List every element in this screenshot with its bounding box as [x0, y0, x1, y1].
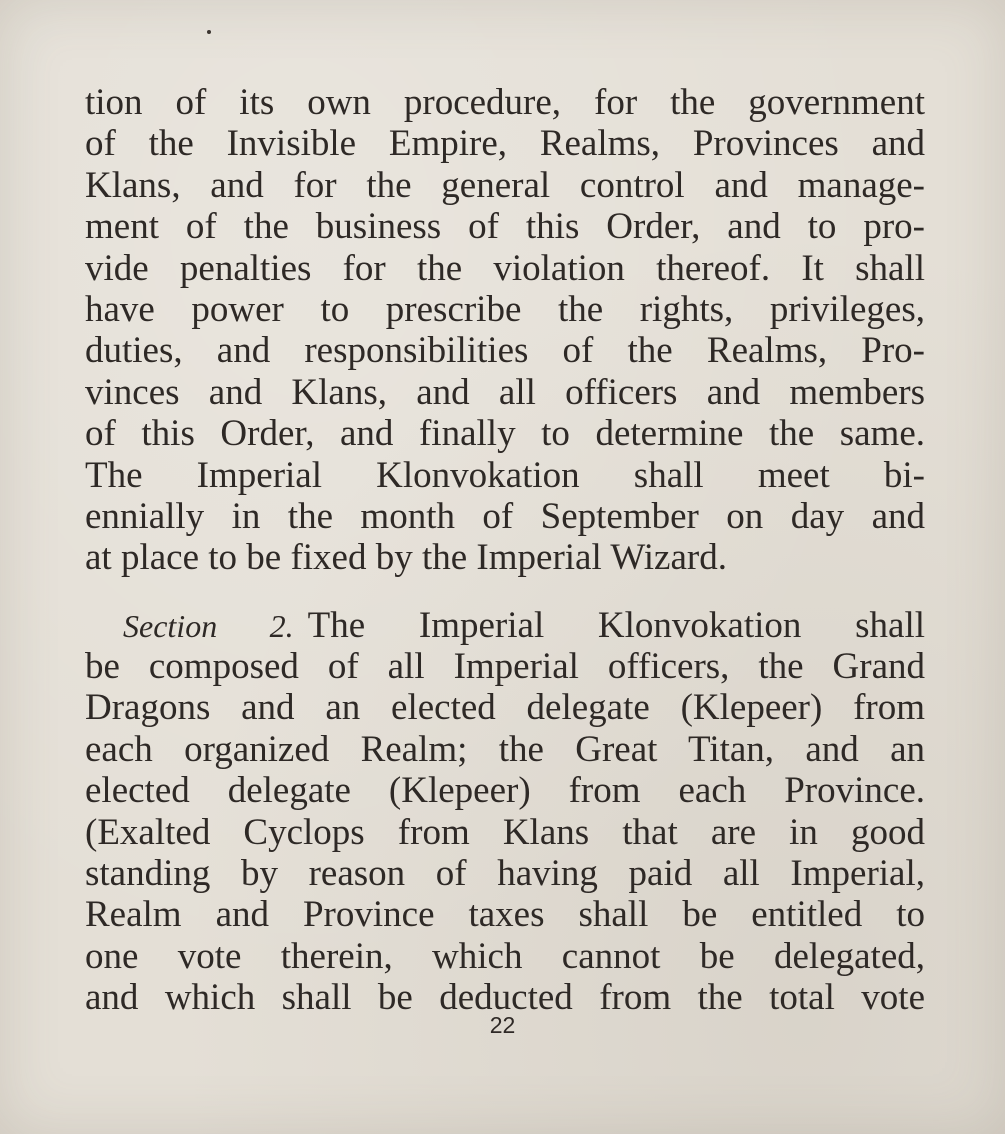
page-number: 22 [489, 1012, 516, 1038]
paragraph-2 [85, 605, 925, 1019]
text-line: tion of its own procedure, for the government [85, 82, 925, 123]
text-line: elected delegate (Klepeer) from each Province. [85, 770, 925, 812]
text-line: one vote therein, which cannot be delegated, [85, 935, 925, 977]
text-line: ment of the business of this Order, and to pro- [85, 206, 925, 248]
ink-speck [207, 30, 211, 34]
text-line: Dragons and an elected delegate (Klepeer) from [85, 687, 925, 729]
section-label: Section 2. [123, 607, 294, 644]
body-text [85, 82, 925, 1019]
paragraph-1 [85, 82, 925, 579]
text-line: (Exalted Cyclops from Klans that are in good [85, 811, 925, 853]
text-line: and which shall be deducted from the total vote [85, 977, 925, 1019]
text-line: of this Order, and finally to determine the same. [85, 413, 925, 455]
text-line: have power to prescribe the rights, privileges, [85, 288, 925, 330]
section-first-line-text: The Imperial Klonvokation shall [307, 604, 926, 646]
text-line-section-start [85, 605, 925, 646]
text-line: vide penalties for the violation thereof. It shall [85, 247, 925, 289]
text-line: Realm and Province taxes shall be entitled to [85, 894, 925, 936]
text-line: The Imperial Klonvokation shall meet bi- [85, 454, 925, 496]
text-line: duties, and responsibilities of the Realms, Pro- [85, 330, 925, 372]
text-line: each organized Realm; the Great Titan, and an [85, 728, 925, 770]
paragraph-gap [85, 579, 925, 605]
text-line: Klans, and for the general control and manage- [85, 164, 925, 206]
text-line: standing by reason of having paid all Imperial, [85, 853, 925, 895]
text-line: of the Invisible Empire, Realms, Provinces and [85, 123, 925, 165]
text-line: vinces and Klans, and all officers and members [85, 371, 925, 413]
text-line: at place to be fixed by the Imperial Wizard. [85, 537, 727, 579]
text-line: be composed of all Imperial officers, the Grand [85, 646, 925, 688]
text-line: ennially in the month of September on day and [85, 495, 925, 537]
